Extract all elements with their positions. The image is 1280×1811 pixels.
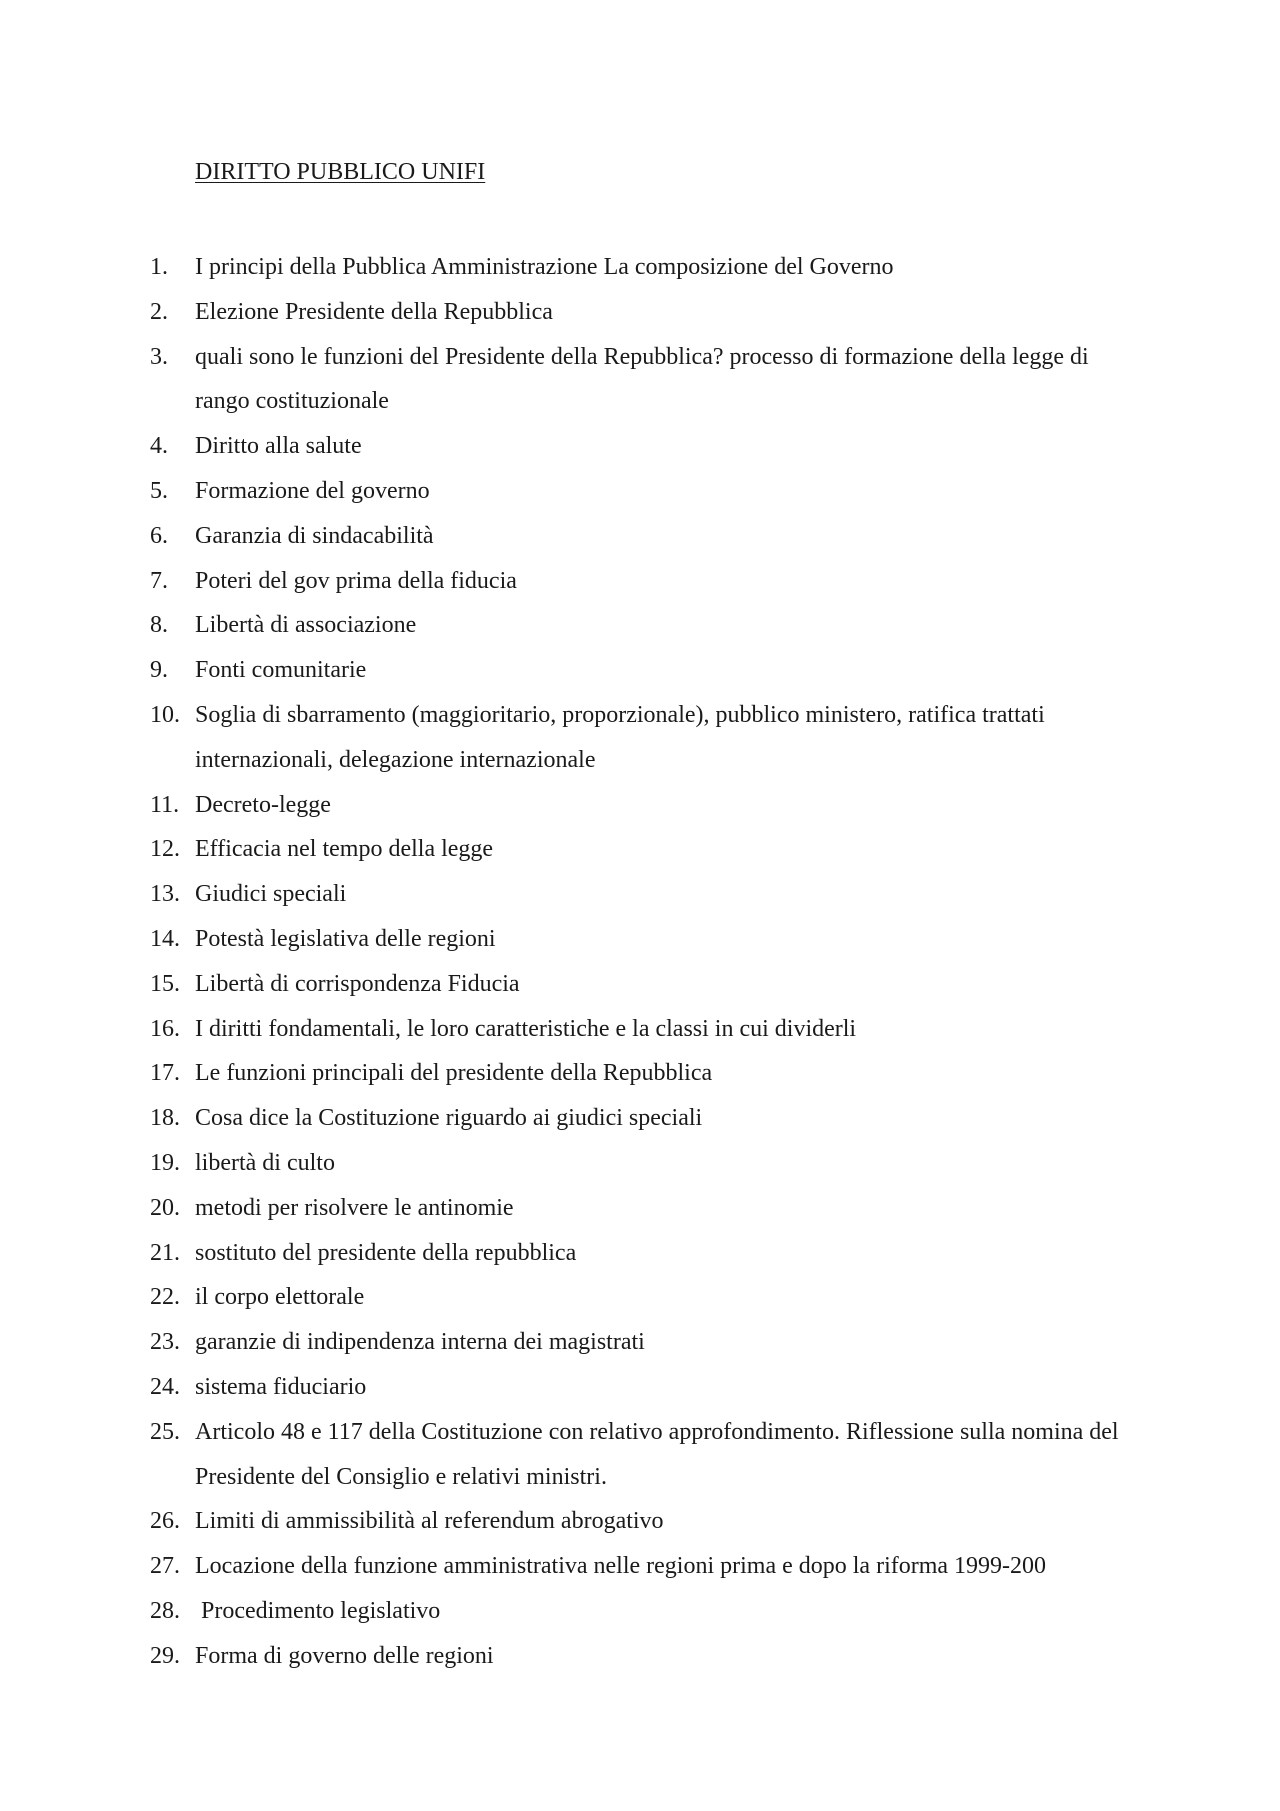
list-item <box>0 290 1280 335</box>
item-number: 22. <box>150 1284 180 1311</box>
item-number: 25. <box>150 1418 180 1445</box>
item-number: 21. <box>150 1239 180 1266</box>
list-item <box>0 1499 1280 1544</box>
item-number: 24. <box>150 1373 180 1400</box>
list-item <box>0 1410 1280 1500</box>
item-number: 23. <box>150 1329 180 1356</box>
item-number: 16. <box>150 1015 180 1042</box>
item-number: 12. <box>150 836 180 863</box>
item-text: Elezione Presidente della Repubblica <box>195 298 553 325</box>
item-text: Libertà di associazione <box>195 612 417 639</box>
item-number: 2. <box>150 298 168 325</box>
list-item <box>0 1141 1280 1186</box>
item-number: 19. <box>150 1149 180 1176</box>
item-number: 14. <box>150 925 180 952</box>
item-text: metodi per risolvere le antinomie <box>195 1194 514 1221</box>
list-item <box>0 1275 1280 1320</box>
item-text: Libertà di corrispondenza Fiducia <box>195 970 520 997</box>
item-number: 7. <box>150 567 168 594</box>
list-item <box>0 1544 1280 1589</box>
list-item <box>0 1589 1280 1634</box>
item-number: 10. <box>150 701 180 728</box>
item-number: 13. <box>150 881 180 908</box>
list-item <box>0 1051 1280 1096</box>
item-text: I diritti fondamentali, le loro caratteristiche e la classi in cui dividerli <box>195 1015 857 1042</box>
list-item <box>0 1365 1280 1410</box>
question-list <box>0 245 1280 1679</box>
item-text: Forma di governo delle regioni <box>195 1642 494 1669</box>
item-text: Fonti comunitarie <box>195 657 367 684</box>
list-item <box>0 1007 1280 1052</box>
list-item <box>0 514 1280 559</box>
item-text: Decreto-legge <box>195 791 331 818</box>
item-text: Formazione del governo <box>195 477 430 504</box>
item-number: 4. <box>150 433 168 460</box>
item-text: Cosa dice la Costituzione riguardo ai giudici speciali <box>195 1105 703 1132</box>
item-text: Procedimento legislativo <box>195 1597 441 1624</box>
list-item <box>0 1634 1280 1679</box>
item-text: Soglia di sbarramento (maggioritario, proporzionale), pubblico ministero, ratifica trattati internazionali, delegazione internazionale <box>195 701 1045 773</box>
item-number: 3. <box>150 343 168 370</box>
list-item <box>0 648 1280 693</box>
list-item <box>0 827 1280 872</box>
item-number: 1. <box>150 254 168 280</box>
item-text: libertà di culto <box>195 1149 335 1176</box>
item-number: 5. <box>150 477 168 504</box>
list-item <box>0 559 1280 604</box>
item-text: Giudici speciali <box>195 881 347 908</box>
item-number: 29. <box>150 1642 180 1669</box>
list-item <box>0 603 1280 648</box>
item-text: Poteri del gov prima della fiducia <box>195 567 517 594</box>
item-number: 18. <box>150 1105 180 1132</box>
item-text: il corpo elettorale <box>195 1284 365 1311</box>
item-text: Potestà legislativa delle regioni <box>195 925 496 952</box>
list-item <box>0 962 1280 1007</box>
list-item <box>0 693 1280 783</box>
list-item <box>0 245 1280 290</box>
item-number: 27. <box>150 1553 180 1580</box>
item-text: Le funzioni principali del presidente della Repubblica <box>195 1060 713 1087</box>
item-text: Diritto alla salute <box>195 433 362 460</box>
list-item <box>0 783 1280 828</box>
list-item <box>0 1186 1280 1231</box>
item-text: garanzie di indipendenza interna dei magistrati <box>195 1329 645 1356</box>
item-number: 8. <box>150 612 168 639</box>
list-item <box>0 872 1280 917</box>
item-number: 15. <box>150 970 180 997</box>
item-number: 17. <box>150 1060 180 1087</box>
item-number: 26. <box>150 1508 180 1535</box>
item-text: sostituto del presidente della repubblica <box>195 1239 577 1266</box>
document-title: DIRITTO PUBBLICO UNIFI <box>195 159 486 185</box>
list-item <box>0 469 1280 514</box>
item-text: Limiti di ammissibilità al referendum abrogativo <box>195 1508 664 1535</box>
item-text: Efficacia nel tempo della legge <box>195 836 494 863</box>
item-text: sistema fiduciario <box>195 1373 367 1400</box>
item-text: Articolo 48 e 117 della Costituzione con relativo approfondimento. Riflessione sulla nomina del Presidente del Consiglio e relativi ministri. <box>195 1418 1119 1490</box>
item-number: 20. <box>150 1194 180 1221</box>
item-number: 9. <box>150 657 168 684</box>
item-text: Locazione della funzione amministrativa nelle regioni prima e dopo la riforma 1999-200 <box>195 1553 1047 1580</box>
list-item <box>0 1231 1280 1276</box>
list-item <box>0 1096 1280 1141</box>
list-item <box>0 335 1280 425</box>
item-text: Garanzia di sindacabilità <box>195 522 434 549</box>
list-item <box>0 1320 1280 1365</box>
list-item <box>0 917 1280 962</box>
item-number: 11. <box>150 791 180 818</box>
list-item <box>0 424 1280 469</box>
item-number: 6. <box>150 522 168 549</box>
item-text: quali sono le funzioni del Presidente della Repubblica? processo di formazione della legge di rango costituzionale <box>195 343 1089 415</box>
item-number: 28. <box>150 1597 180 1624</box>
item-text: I principi della Pubblica Amministrazione La composizione del Governo <box>195 254 894 280</box>
